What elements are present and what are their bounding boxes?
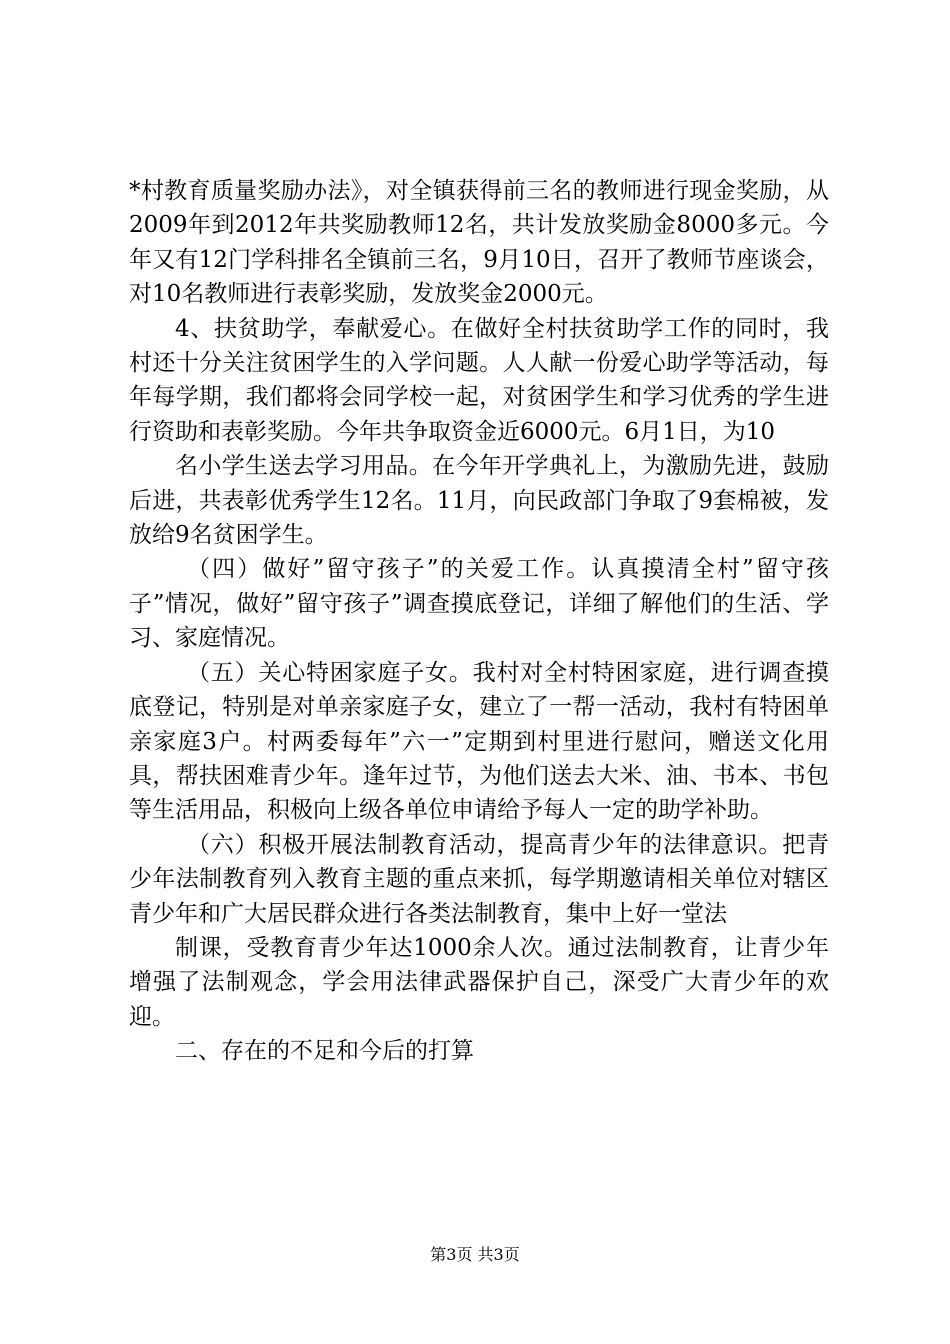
page-footer (0, 1245, 950, 1265)
paragraph-special-hardship-families: （五）关心特困家庭子女。我村对全村特困家庭，进行调查摸底登记，特别是对单亲家庭子女，建立了一帮一活动，我村有特困单亲家庭3户。村两委每年”六一”定期到村里进行慰问，赠送文化用具，帮扶困难青少年。逢年过节，为他们送去大米、油、书本、书包等生活用品，积极向上级各单位申请给予每人一定的助学补助。 (129, 659, 829, 824)
paragraph-legal-education-results: 制课，受教育青少年达1000余人次。通过法制教育，让青少年增强了法制观念，学会用法律武器保护自己，深受广大青少年的欢迎。 (129, 934, 829, 1030)
document-body (129, 174, 829, 1069)
paragraph-left-behind-children: （四）做好”留守孩子”的关爱工作。认真摸清全村”留守孩子”情况，做好”留守孩子”调查摸底登记，详细了解他们的生活、学习、家庭情况。 (129, 556, 829, 652)
page-number: 第3页 共3页 (430, 1245, 520, 1264)
paragraph-legal-education: （六）积极开展法制教育活动，提高青少年的法律意识。把青少年法制教育列入教育主题的重点来抓，每学期邀请相关单位对辖区青少年和广大居民群众进行各类法制教育，集中上好一堂法 (129, 831, 829, 927)
paragraph-teacher-awards: *村教育质量奖励办法》，对全镇获得前三名的教师进行现金奖励，从2009年到2012年共奖励教师12名，共计发放奖励金8000多元。今年又有12门学科排名全镇前三名，9月10日，召开了教师节座谈会，对10名教师进行表彰奖励，发放奖金2000元。 (129, 178, 829, 308)
section-heading-shortcomings: 二、存在的不足和今后的打算 (175, 1038, 474, 1065)
paragraph-poverty-aid: 4、扶贫助学，奉献爱心。在做好全村扶贫助学工作的同时，我村还十分关注贫困学生的入学问题。人人献一份爱心助学等活动，每年每学期，我们都将会同学校一起，对贫困学生和学习优秀的学生进行资助和表彰奖励。今年共争取资金近6000元。6月1日，为10 (129, 315, 829, 445)
paragraph-student-supplies: 名小学生送去学习用品。在今年开学典礼上，为激励先进，鼓励后进，共表彰优秀学生12名。11月，向民政部门争取了9套棉被，发放给9名贫困学生。 (129, 453, 829, 549)
